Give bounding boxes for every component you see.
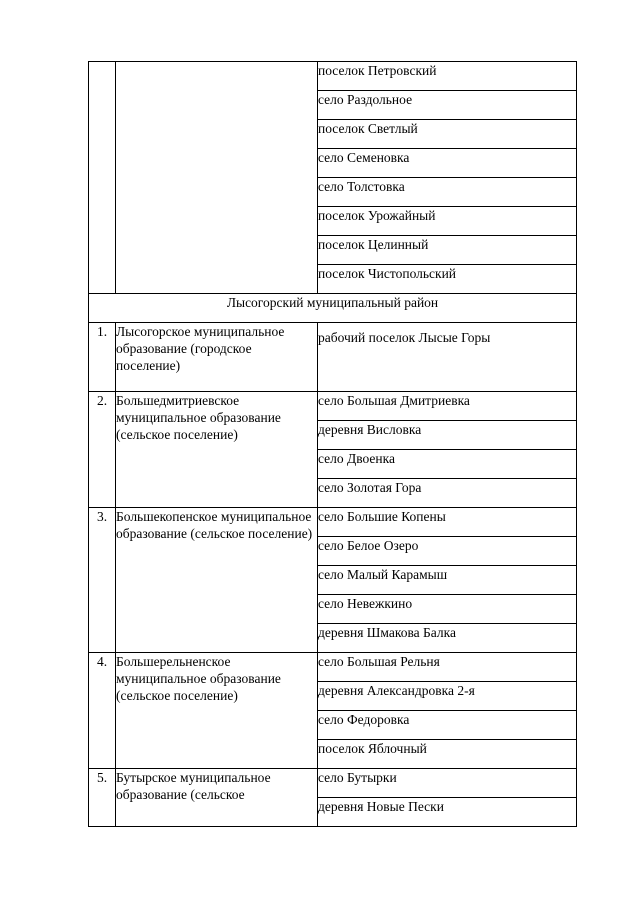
settlement-cell: деревня Александровка 2-я xyxy=(318,682,577,711)
settlement-cell: поселок Петровский xyxy=(318,62,577,91)
settlement-cell: село Малый Карамыш xyxy=(318,566,577,595)
municipality-name: Лысогорское муниципальное образование (городское поселение) xyxy=(116,323,318,392)
municipality-name: Большерельненское муниципальное образование (сельское поселение) xyxy=(116,653,318,769)
row-number: 3. xyxy=(89,508,116,653)
table-row xyxy=(89,392,577,421)
settlement-cell: поселок Чистопольский xyxy=(318,265,577,294)
municipality-name: Большекопенское муниципальное образование (сельское поселение) xyxy=(116,508,318,653)
table-row xyxy=(89,769,577,798)
row-number: 4. xyxy=(89,653,116,769)
settlement-cell: село Белое Озеро xyxy=(318,537,577,566)
settlement-cell: село Невежкино xyxy=(318,595,577,624)
settlement-cell: село Двоенка xyxy=(318,450,577,479)
row-number: 5. xyxy=(89,769,116,827)
settlement-cell: поселок Урожайный xyxy=(318,207,577,236)
row-number: 1. xyxy=(89,323,116,392)
settlement-cell: село Федоровка xyxy=(318,711,577,740)
number-cell xyxy=(89,62,116,294)
table-row xyxy=(89,62,577,91)
table-row xyxy=(89,323,577,392)
settlement-cell: село Бутырки xyxy=(318,769,577,798)
municipality-cell xyxy=(116,62,318,294)
row-number: 2. xyxy=(89,392,116,508)
district-header-row xyxy=(89,294,577,323)
settlement-cell: деревня Шмакова Балка xyxy=(318,624,577,653)
settlement-cell: село Толстовка xyxy=(318,178,577,207)
settlement-cell: село Большие Копены xyxy=(318,508,577,537)
settlement-cell: поселок Целинный xyxy=(318,236,577,265)
settlements-table xyxy=(88,61,577,827)
table-row xyxy=(89,508,577,537)
table-row xyxy=(89,653,577,682)
settlement-cell: деревня Висловка xyxy=(318,421,577,450)
settlement-cell: рабочий поселок Лысые Горы xyxy=(318,323,577,392)
settlement-cell: село Большая Рельня xyxy=(318,653,577,682)
settlement-cell: село Раздольное xyxy=(318,91,577,120)
settlement-cell: село Золотая Гора xyxy=(318,479,577,508)
settlement-cell: поселок Яблочный xyxy=(318,740,577,769)
district-header: Лысогорский муниципальный район xyxy=(89,294,577,323)
municipality-name: Бутырское муниципальное образование (сельское xyxy=(116,769,318,827)
settlement-cell: село Большая Дмитриевка xyxy=(318,392,577,421)
settlement-cell: поселок Светлый xyxy=(318,120,577,149)
settlement-cell: деревня Новые Пески xyxy=(318,798,577,827)
settlement-cell: село Семеновка xyxy=(318,149,577,178)
municipality-name: Большедмитриевское муниципальное образование (сельское поселение) xyxy=(116,392,318,508)
